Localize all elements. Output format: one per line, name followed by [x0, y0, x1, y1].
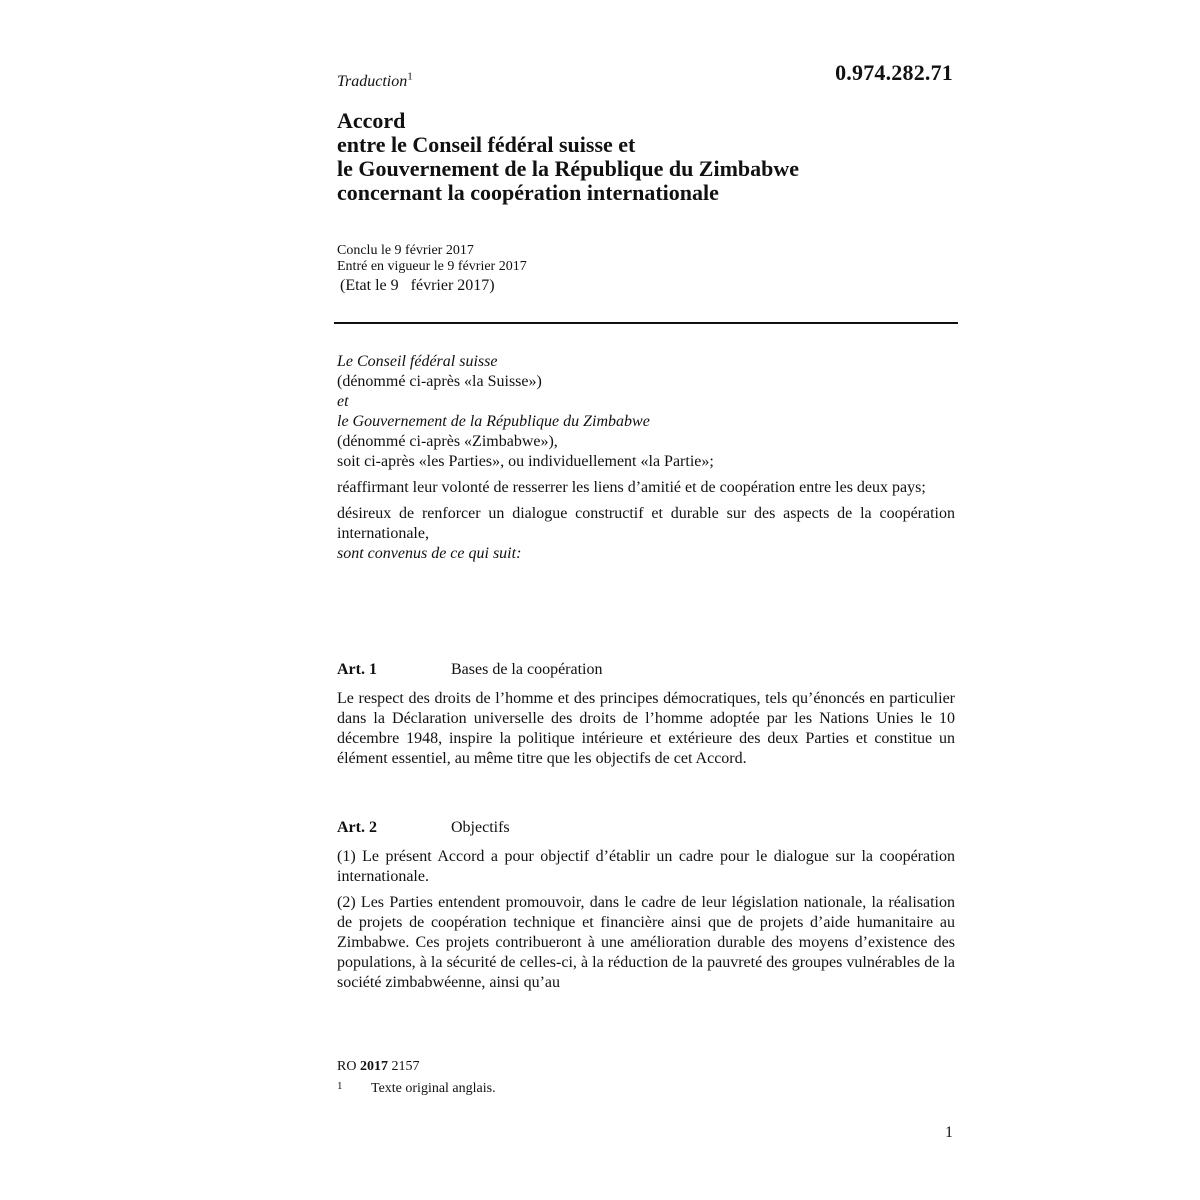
translation-text: Traduction [337, 73, 408, 90]
in-force-date: Entré en vigueur le 9 février 2017 [337, 259, 527, 274]
title-line: concernant la coopération internationale [337, 180, 719, 205]
article-1-heading [337, 660, 603, 680]
translation-footnote-mark: 1 [407, 70, 413, 83]
title-line: le Gouvernement de la République du Zimbabwe [337, 156, 800, 181]
article-2-heading [337, 818, 510, 838]
ro-prefix: RO [337, 1059, 357, 1074]
article-number: Art. 2 [337, 819, 377, 836]
party2: le Gouvernement de la République du Zimbabwe [337, 413, 650, 430]
ro-page: 2157 [391, 1059, 420, 1074]
document-page [337, 0, 957, 1200]
article-paragraph: Le respect des droits de l’homme et des principes démocratiques, tels qu’énoncés en particulier dans la Déclaration universelle des droits de l’homme adoptée par les Nations Unies le 10 décembre 1948, inspire la politique intérieure et extérieure des deux Parties et constitue un élément essentiel, au même titre que les objectifs de cet Accord. [337, 690, 955, 767]
article-title: Objectifs [451, 819, 510, 836]
footnote-text: Texte original anglais. [371, 1081, 496, 1096]
preamble [337, 352, 955, 564]
conjunction: et [337, 393, 349, 410]
article-1-body [337, 689, 955, 769]
recital-2: désireux de renforcer un dialogue constructif et durable sur des aspects de la coopération internationale, [337, 505, 955, 542]
ro-year: 2017 [359, 1059, 388, 1074]
party1: Le Conseil fédéral suisse [337, 353, 498, 370]
sr-number: 0.974.282.71 [835, 60, 953, 85]
article-number: Art. 1 [337, 661, 377, 678]
document-title [337, 109, 799, 205]
article-title: Bases de la coopération [451, 661, 603, 678]
party1-alias: (dénommé ci-après «la Suisse») [337, 373, 542, 390]
title-line: Accord [337, 108, 406, 133]
article-2-body [337, 847, 955, 993]
parties-collective: soit ci-après «les Parties», ou individuellement «la Partie»; [337, 453, 714, 470]
document-meta [337, 243, 527, 294]
status-date: (Etat le 9 février 2017) [340, 277, 495, 294]
ro-reference [337, 1059, 419, 1075]
party2-alias: (dénommé ci-après «Zimbabwe»), [337, 433, 558, 450]
translation-label [337, 70, 413, 91]
concluded-date: Conclu le 9 février 2017 [337, 243, 474, 258]
recital-1: réaffirmant leur volonté de resserrer les liens d’amitié et de coopération entre les deux pays; [337, 479, 926, 496]
page-number: 1 [945, 1124, 953, 1141]
article-paragraph: (2) Les Parties entendent promouvoir, dans le cadre de leur législation nationale, la réalisation de projets de coopération technique et financière ainsi que de projets d’aide humanitaire au Zimbabwe. Ces projets contribueront à une amélioration durable des moyens d’existence des populations, à la sécurité de celles-ci, à la réduction de la pauvreté des groupes vulnérables de la société zimbabwéenne, ainsi qu’au [337, 894, 955, 991]
header-divider [334, 322, 958, 324]
title-line: entre le Conseil fédéral suisse et [337, 132, 636, 157]
agreement-clause: sont convenus de ce qui suit: [337, 545, 522, 562]
footnote-number: 1 [337, 1080, 343, 1092]
article-paragraph: (1) Le présent Accord a pour objectif d’établir un cadre pour le dialogue sur la coopération internationale. [337, 848, 955, 885]
footnote [337, 1080, 496, 1097]
